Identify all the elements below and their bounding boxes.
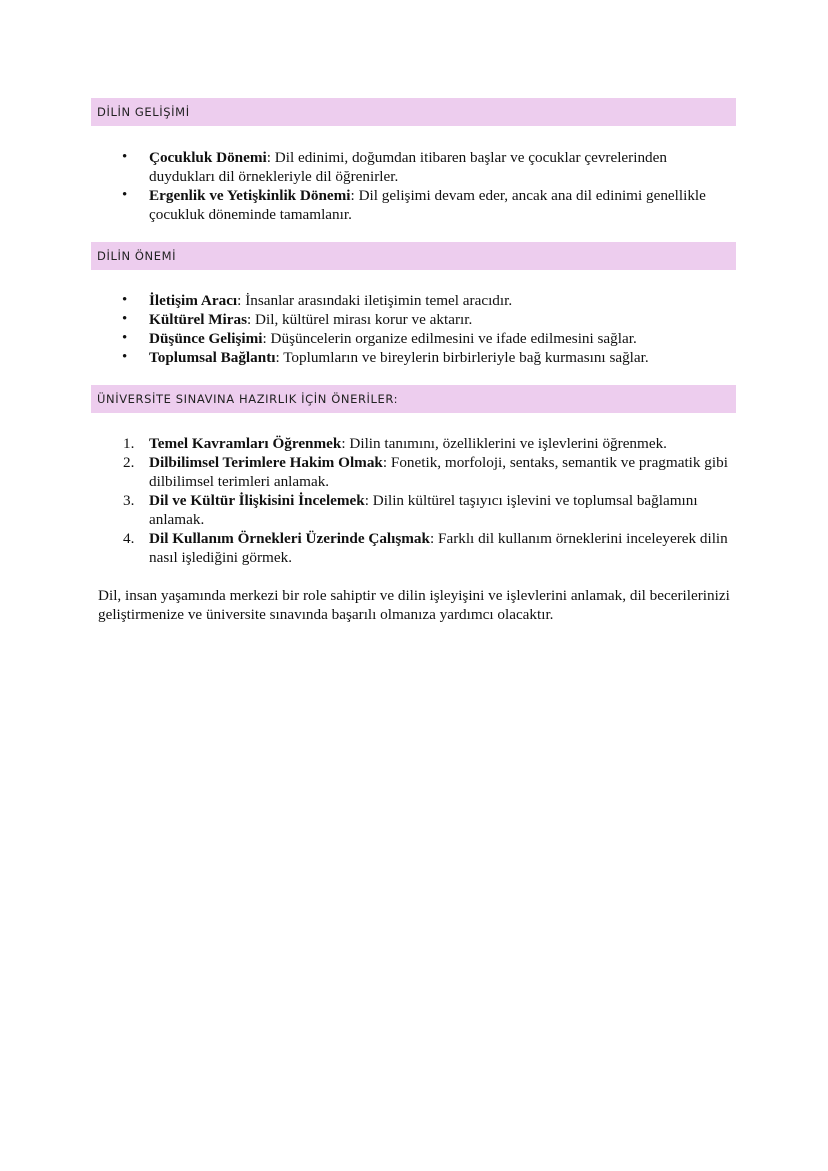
bullet-marker: • [122,292,128,308]
item-text: Dil edinimi, doğumdan itibaren başlar ve çocuklar çevrelerinden duydukları dil örnekleriyle dil öğrenirler. [149,149,667,185]
conclusion-paragraph: Dil, insan yaşamında merkezi bir role sahiptir ve dilin işleyişini ve işlevlerini anlamak, dil becerilerinizi geliştirmenize ve üniversite sınavında başarılı olmanıza yardımcı olacaktır. [98,587,730,623]
item-term: Dil ve Kültür İlişkisini İncelemek [149,492,365,509]
item-separator: : [266,149,275,166]
number-marker: 3. [123,492,135,509]
item-separator: : [237,292,246,309]
number-marker: 1. [123,435,135,452]
numbered-list-sinav-onerileri [91,434,731,567]
item-separator: : [247,311,256,328]
item-text: Toplumların ve bireylerin birbirleriyle bağ kurmasını sağlar. [283,349,649,366]
item-separator: : [262,330,271,347]
bullet-marker: • [122,149,128,165]
item-separator: : [275,349,284,366]
bullet-marker: • [122,330,128,346]
item-text: Dilin tanımını, özelliklerini ve işlevlerini öğrenmek. [349,435,667,452]
item-separator: : [341,435,350,452]
item-term: Düşünce Gelişimi [149,330,263,347]
list-item [91,291,731,310]
item-term: Çocukluk Dönemi [149,149,267,166]
item-text: Düşüncelerin organize edilmesini ve ifade edilmesini sağlar. [270,330,637,347]
list-item [91,434,731,453]
item-term: Dil Kullanım Örnekleri Üzerinde Çalışmak [149,530,430,547]
item-term: Temel Kavramları Öğrenmek [149,435,342,452]
list-item [91,329,731,348]
list-item [91,186,731,224]
section-header-sinav-onerileri: ÜNİVERSİTE SINAVINA HAZIRLIK İÇİN ÖNERİLER: [91,385,736,413]
list-item [91,453,731,491]
list-item [91,310,731,329]
bullet-marker: • [122,187,128,203]
list-item [91,148,731,186]
number-marker: 4. [123,530,135,547]
bullet-marker: • [122,349,128,365]
item-text: Fonetik, morfoloji, sentaks, semantik ve pragmatik gibi dilbilimsel terimleri anlamak. [149,454,728,490]
item-text: Farklı dil kullanım örneklerini inceleyerek dilin nasıl işlediğini görmek. [149,530,728,566]
item-text: Dilin kültürel taşıyıcı işlevini ve toplumsal bağlamını anlamak. [149,492,698,528]
item-term: Dilbilimsel Terimlere Hakim Olmak [149,454,383,471]
section-header-dilin-gelisimi: DİLİN GELİŞİMİ [91,98,736,126]
item-term: Ergenlik ve Yetişkinlik Dönemi [149,187,351,204]
number-marker: 2. [123,454,135,471]
list-item [91,348,731,367]
item-text: İnsanlar arasındaki iletişimin temel aracıdır. [245,292,513,309]
item-term: Kültürel Miras [149,311,248,328]
item-separator: : [364,492,373,509]
item-separator: : [382,454,391,471]
list-item [91,529,731,567]
item-term: İletişim Aracı [149,292,238,309]
bullet-marker: • [122,311,128,327]
item-term: Toplumsal Bağlantı [149,349,276,366]
item-separator: : [350,187,359,204]
item-text: Dil gelişimi devam eder, ancak ana dil edinimi genellikle çocukluk döneminde tamamlanır. [149,187,706,223]
list-item [91,491,731,529]
section-header-dilin-onemi: DİLİN ÖNEMİ [91,242,736,270]
bullet-list-dilin-onemi [91,291,731,367]
item-separator: : [429,530,438,547]
bullet-list-dilin-gelisimi [91,148,731,224]
item-text: Dil, kültürel mirası korur ve aktarır. [255,311,473,328]
